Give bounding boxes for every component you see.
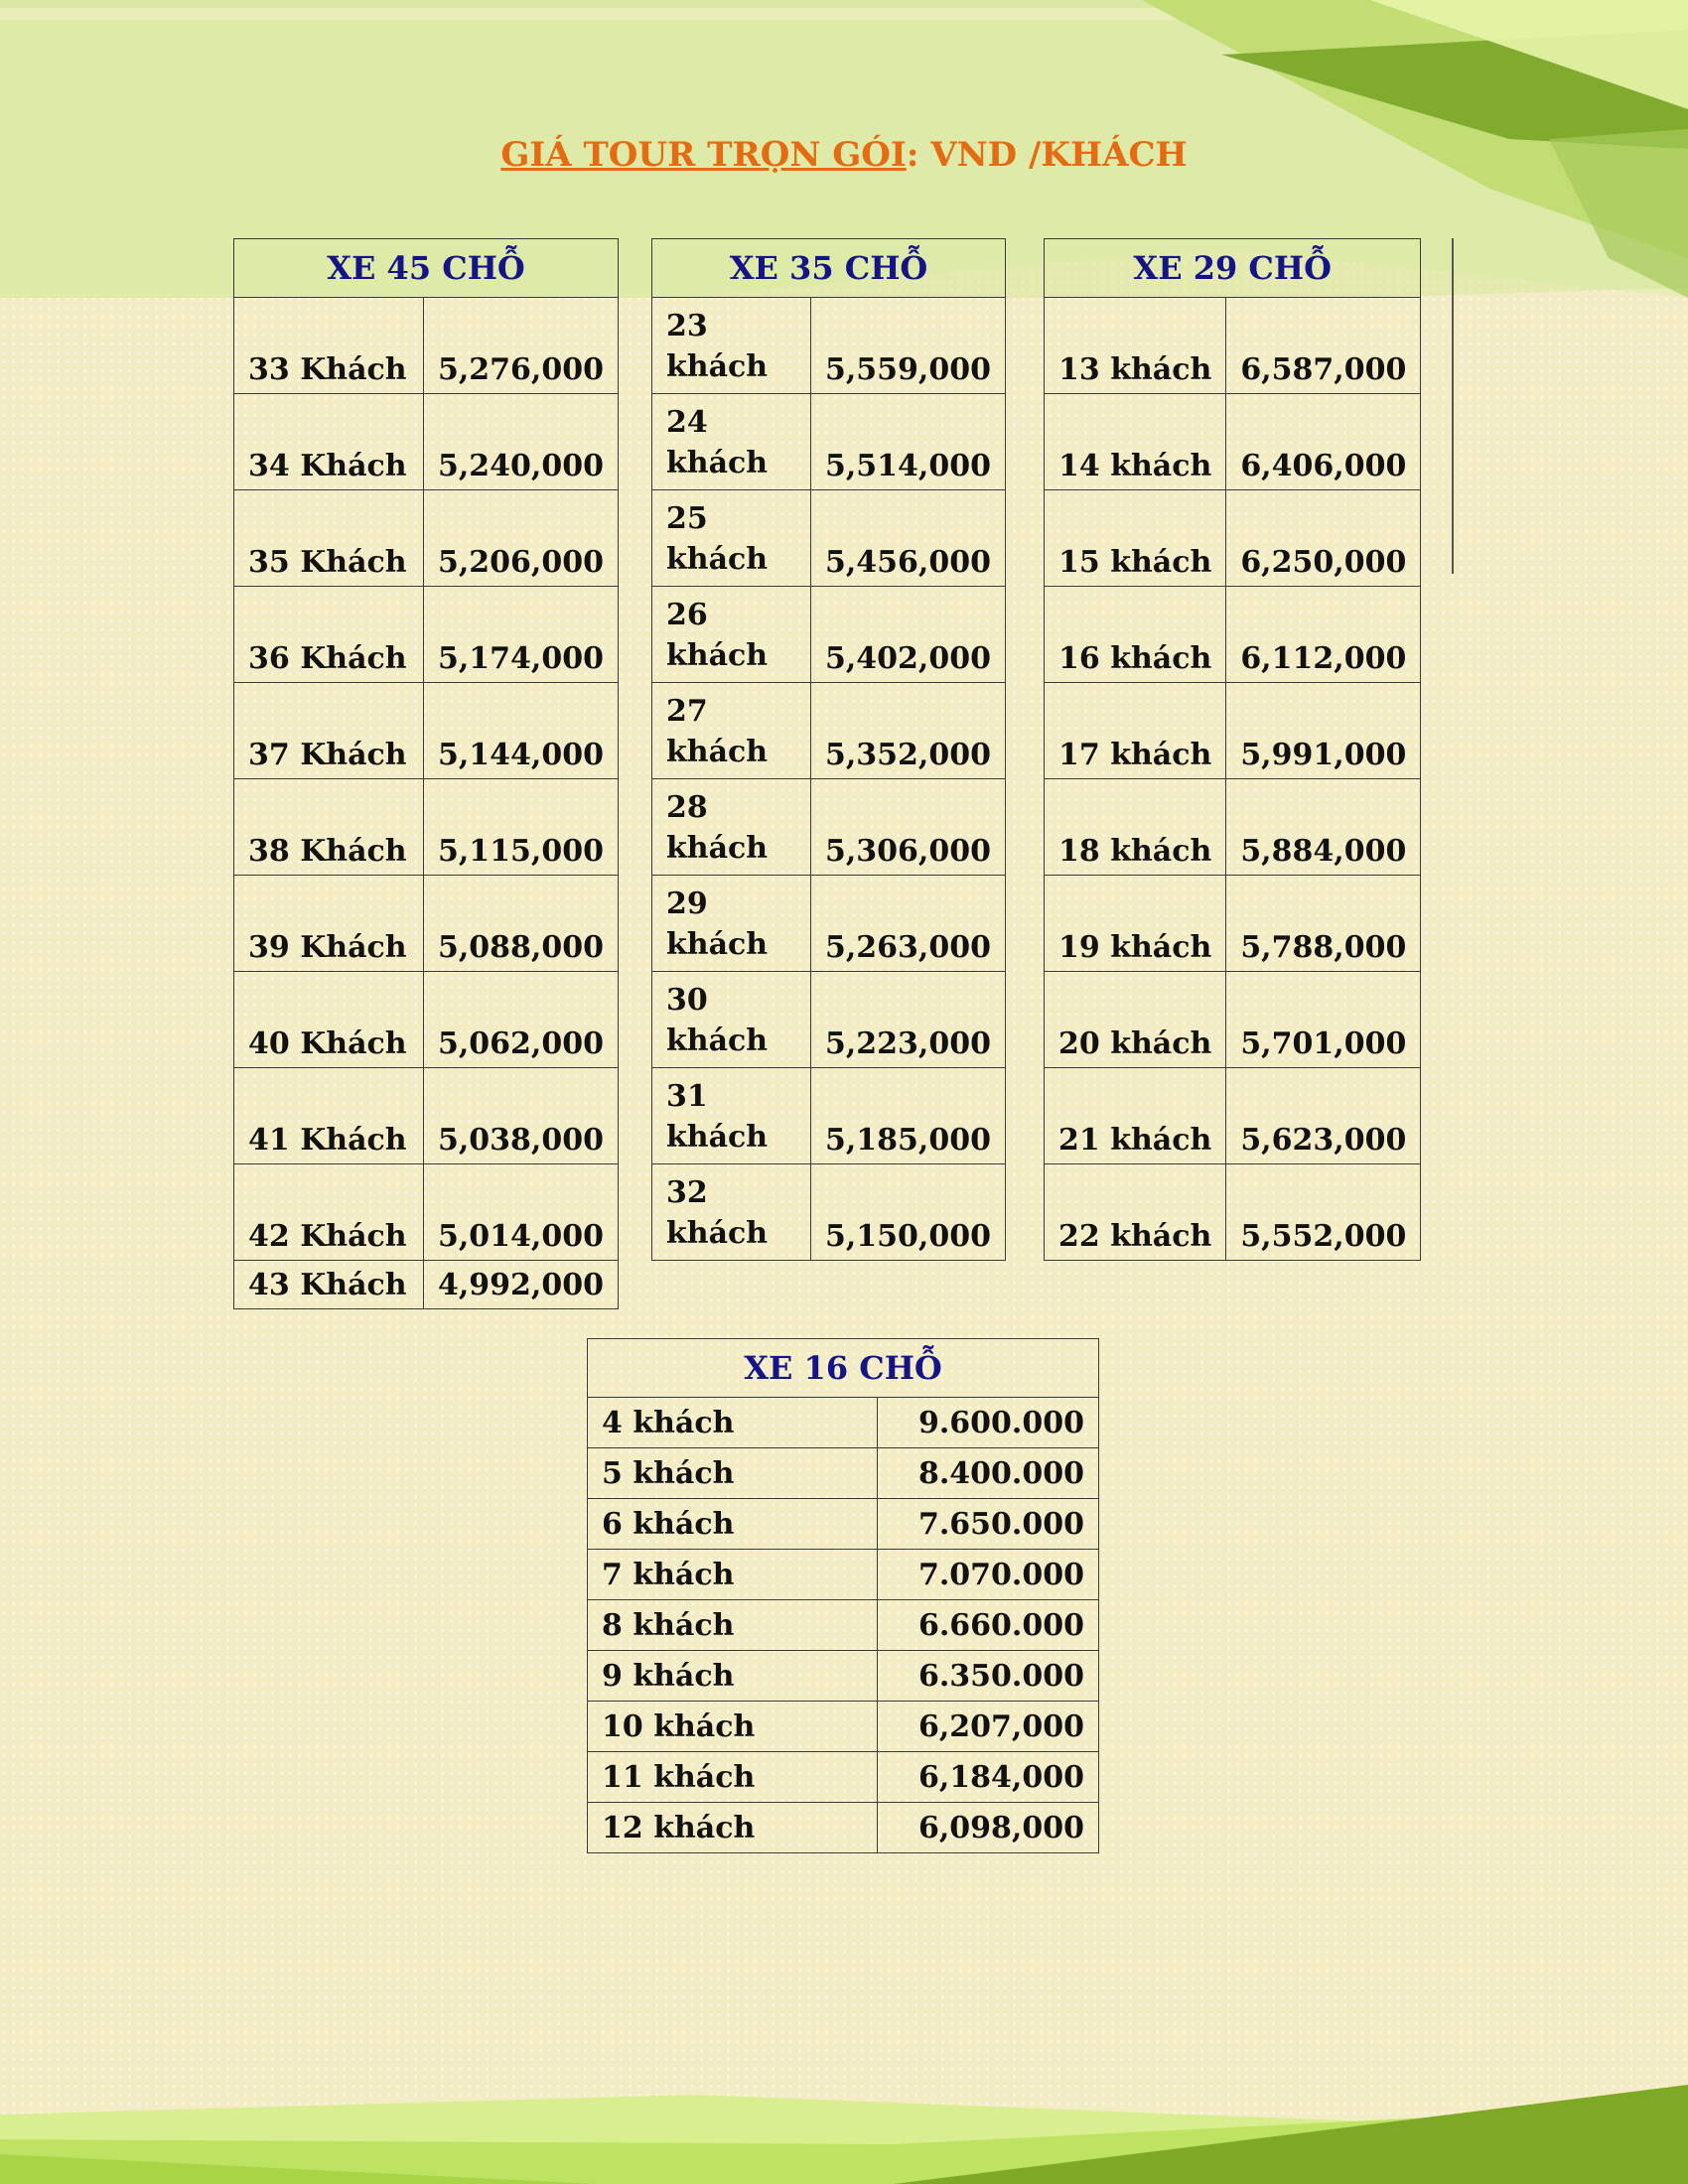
table-header: XE 16 CHỖ <box>588 1339 1099 1398</box>
row-price: 5,623,000 <box>1226 1068 1421 1164</box>
table-row <box>234 972 619 1068</box>
table-row <box>234 876 619 972</box>
row-label: 8 khách <box>588 1600 878 1651</box>
row-label: 43 Khách <box>234 1261 424 1309</box>
row-label: 20 khách <box>1045 972 1226 1068</box>
table-row <box>1045 683 1421 779</box>
table-row <box>652 490 1006 587</box>
table-row <box>1045 972 1421 1068</box>
row-label: 11 khách <box>588 1752 878 1803</box>
row-price: 5,150,000 <box>810 1164 1005 1261</box>
row-price: 7.650.000 <box>878 1499 1099 1550</box>
table-row <box>588 1398 1099 1448</box>
table-row <box>588 1651 1099 1702</box>
row-label: 32 khách <box>652 1164 811 1261</box>
row-label: 41 Khách <box>234 1068 424 1164</box>
row-price: 6.660.000 <box>878 1600 1099 1651</box>
row-label: 6 khách <box>588 1499 878 1550</box>
table-row <box>1045 779 1421 876</box>
row-price: 6,112,000 <box>1226 587 1421 683</box>
table-header: XE 35 CHỖ <box>652 239 1006 298</box>
table-row <box>588 1550 1099 1600</box>
table-row <box>1045 876 1421 972</box>
row-price: 5,456,000 <box>810 490 1005 587</box>
table-row <box>1045 1068 1421 1164</box>
row-price: 5,240,000 <box>423 394 618 490</box>
table-row <box>588 1499 1099 1550</box>
row-price: 8.400.000 <box>878 1448 1099 1499</box>
row-label: 22 khách <box>1045 1164 1226 1261</box>
row-label: 38 Khách <box>234 779 424 876</box>
row-price: 6,250,000 <box>1226 490 1421 587</box>
row-price: 5,514,000 <box>810 394 1005 490</box>
row-label: 16 khách <box>1045 587 1226 683</box>
table-row <box>652 394 1006 490</box>
row-price: 5,088,000 <box>423 876 618 972</box>
table-row <box>588 1702 1099 1752</box>
title-rest: : VND /KHÁCH <box>906 135 1188 175</box>
row-price: 5,991,000 <box>1226 683 1421 779</box>
row-label: 24 khách <box>652 394 811 490</box>
table-xe-29 <box>1044 238 1421 1261</box>
row-price: 5,559,000 <box>810 298 1005 394</box>
row-label: 14 khách <box>1045 394 1226 490</box>
table-row <box>588 1752 1099 1803</box>
table-row <box>652 587 1006 683</box>
row-price: 5,174,000 <box>423 587 618 683</box>
row-price: 6,406,000 <box>1226 394 1421 490</box>
title-underlined: GIÁ TOUR TRỌN GÓI <box>500 135 907 175</box>
row-label: 4 khách <box>588 1398 878 1448</box>
table-row <box>234 587 619 683</box>
table-row <box>234 683 619 779</box>
row-label: 15 khách <box>1045 490 1226 587</box>
row-price: 5,276,000 <box>423 298 618 394</box>
row-label: 26 khách <box>652 587 811 683</box>
row-label: 29 khách <box>652 876 811 972</box>
row-price: 5,014,000 <box>423 1164 618 1261</box>
row-label: 27 khách <box>652 683 811 779</box>
row-label: 21 khách <box>1045 1068 1226 1164</box>
table-header: XE 29 CHỖ <box>1045 239 1421 298</box>
row-label: 33 Khách <box>234 298 424 394</box>
table-row <box>234 490 619 587</box>
row-price: 6,098,000 <box>878 1803 1099 1853</box>
row-label: 13 khách <box>1045 298 1226 394</box>
row-price: 5,038,000 <box>423 1068 618 1164</box>
row-label: 39 Khách <box>234 876 424 972</box>
row-price: 5,884,000 <box>1226 779 1421 876</box>
row-price: 5,263,000 <box>810 876 1005 972</box>
row-label: 19 khách <box>1045 876 1226 972</box>
row-label: 30 khách <box>652 972 811 1068</box>
row-label: 31 khách <box>652 1068 811 1164</box>
row-label: 36 Khách <box>234 587 424 683</box>
table-row <box>588 1600 1099 1651</box>
row-label: 18 khách <box>1045 779 1226 876</box>
table-row <box>652 876 1006 972</box>
table-row <box>234 394 619 490</box>
row-price: 6.350.000 <box>878 1651 1099 1702</box>
row-label: 42 Khách <box>234 1164 424 1261</box>
page-title <box>0 135 1688 175</box>
row-label: 28 khách <box>652 779 811 876</box>
table-row <box>234 298 619 394</box>
table-xe-35 <box>651 238 1006 1261</box>
table-row <box>1045 490 1421 587</box>
row-price: 5,062,000 <box>423 972 618 1068</box>
bottom-decoration <box>0 2045 1688 2184</box>
table-row <box>1045 394 1421 490</box>
table-row <box>234 1164 619 1261</box>
table-row <box>234 1068 619 1164</box>
table-row <box>588 1803 1099 1853</box>
row-price: 6,587,000 <box>1226 298 1421 394</box>
row-price: 5,223,000 <box>810 972 1005 1068</box>
table-row <box>588 1448 1099 1499</box>
table-header: XE 45 CHỖ <box>234 239 619 298</box>
row-price: 5,306,000 <box>810 779 1005 876</box>
row-price: 6,207,000 <box>878 1702 1099 1752</box>
row-price: 4,992,000 <box>423 1261 618 1309</box>
row-label: 25 khách <box>652 490 811 587</box>
row-label: 5 khách <box>588 1448 878 1499</box>
row-price: 5,352,000 <box>810 683 1005 779</box>
row-label: 9 khách <box>588 1651 878 1702</box>
table-row <box>652 683 1006 779</box>
row-label: 34 Khách <box>234 394 424 490</box>
row-price: 7.070.000 <box>878 1550 1099 1600</box>
table-row <box>652 1164 1006 1261</box>
row-price: 5,115,000 <box>423 779 618 876</box>
table-xe-16 <box>587 1338 1099 1853</box>
row-price: 5,701,000 <box>1226 972 1421 1068</box>
row-label: 10 khách <box>588 1702 878 1752</box>
row-label: 35 Khách <box>234 490 424 587</box>
row-price: 5,788,000 <box>1226 876 1421 972</box>
table-xe-45 <box>233 238 619 1309</box>
row-label: 23 khách <box>652 298 811 394</box>
table-row <box>652 298 1006 394</box>
row-price: 6,184,000 <box>878 1752 1099 1803</box>
row-price: 5,552,000 <box>1226 1164 1421 1261</box>
row-price: 5,144,000 <box>423 683 618 779</box>
row-label: 40 Khách <box>234 972 424 1068</box>
table-row <box>652 779 1006 876</box>
table-row <box>234 779 619 876</box>
row-price: 5,206,000 <box>423 490 618 587</box>
row-label: 12 khách <box>588 1803 878 1853</box>
table-row <box>1045 587 1421 683</box>
table-row <box>652 972 1006 1068</box>
row-label: 17 khách <box>1045 683 1226 779</box>
divider-line <box>1452 238 1454 574</box>
table-row <box>1045 298 1421 394</box>
row-label: 7 khách <box>588 1550 878 1600</box>
row-price: 5,402,000 <box>810 587 1005 683</box>
table-row <box>1045 1164 1421 1261</box>
row-price: 5,185,000 <box>810 1068 1005 1164</box>
table-row <box>234 1261 619 1309</box>
table-row <box>652 1068 1006 1164</box>
row-label: 37 Khách <box>234 683 424 779</box>
row-price: 9.600.000 <box>878 1398 1099 1448</box>
